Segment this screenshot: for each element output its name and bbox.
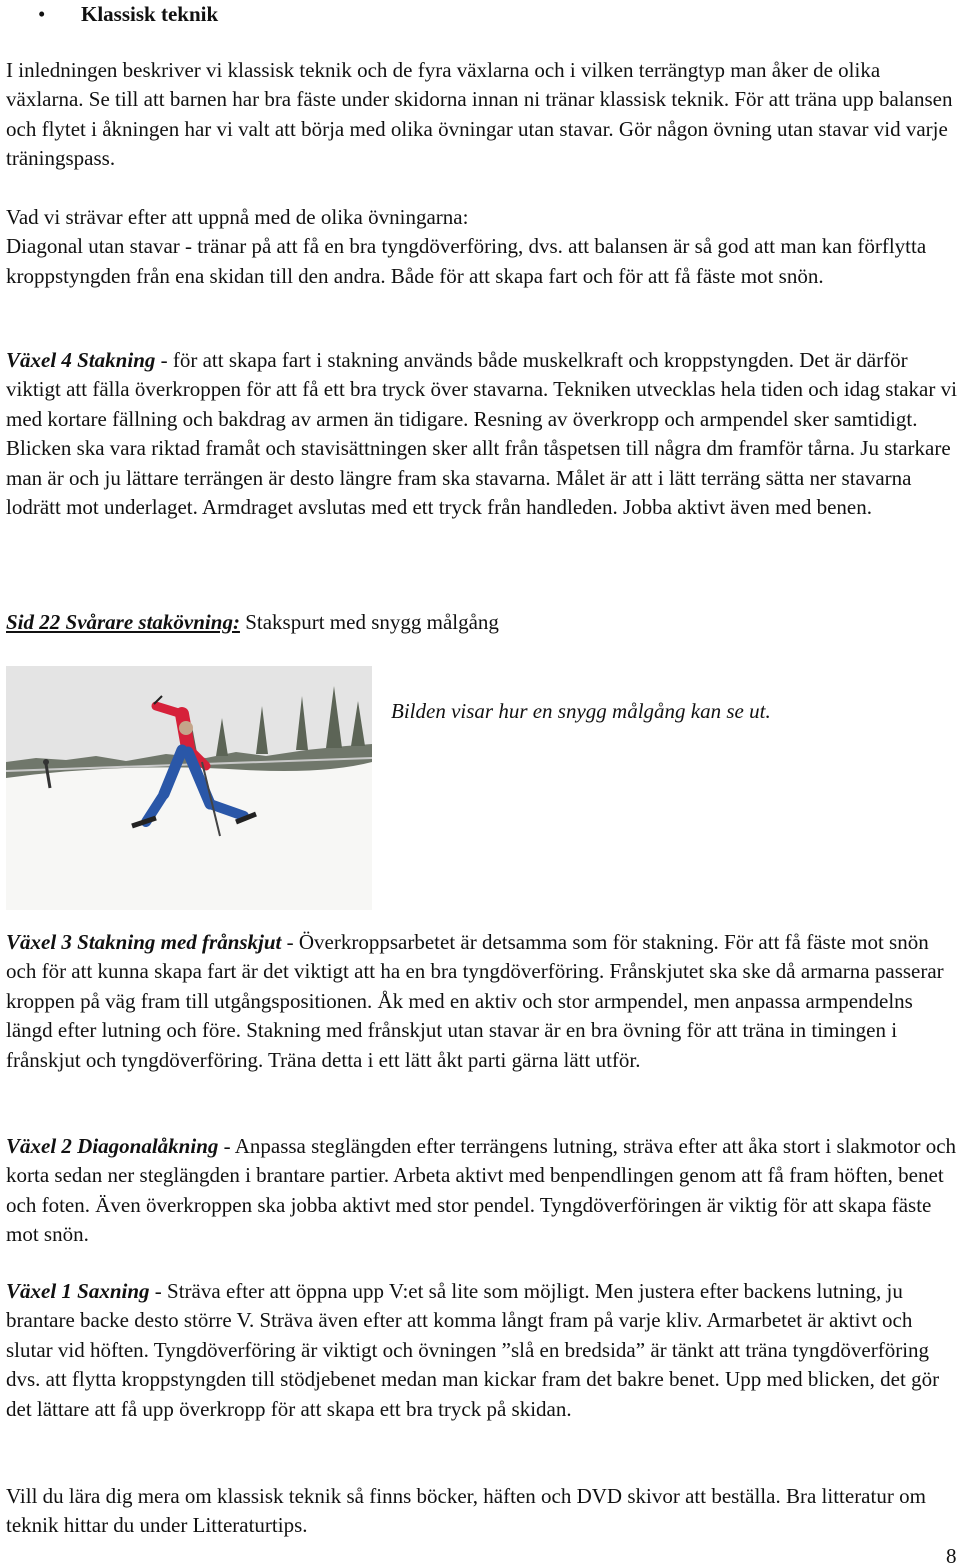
gear3-paragraph xyxy=(6,928,958,1075)
gear1-paragraph xyxy=(6,1277,958,1424)
gear2-title: Växel 2 Diagonalåkning xyxy=(6,1134,219,1158)
gear3-title: Växel 3 Stakning med frånskjut xyxy=(6,930,282,954)
closing-paragraph: Vill du lära dig mera om klassisk teknik så finns böcker, häften och DVD skivor att beställa. Bra litteratur om teknik hittar du under Litteraturtips. xyxy=(6,1484,926,1538)
section-heading-text: Klassisk teknik xyxy=(81,2,219,26)
goals-paragraph xyxy=(6,203,958,291)
figure-caption: Bilden visar hur en snygg målgång kan se ut. xyxy=(391,699,771,723)
goals-lead: Vad vi strävar efter att uppnå med de olika övningarna: xyxy=(6,205,469,229)
gear4-paragraph xyxy=(6,346,958,522)
exercise-line xyxy=(6,608,958,637)
skier-photo xyxy=(6,666,372,910)
intro-paragraph: I inledningen beskriver vi klassisk teknik och de fyra växlarna och i vilken terrängtyp man åker de olika växlarna. Se till att barnen har bra fäste under skidorna innan ni tränar klassisk teknik. För att träna upp balansen och flytet i åkningen har vi valt att börja med olika övningar utan stavar. Gör någon övning utan stavar vid varje träningspass. xyxy=(6,58,953,171)
exercise-text: Stakspurt med snygg målgång xyxy=(239,610,499,634)
exercise-title: Sid 22 Svårare stakövning: xyxy=(6,610,240,634)
gear1-text: - Sträva efter att öppna upp V:et så lite som möjligt. Men justera efter backens lutning, ju brantare backe desto större V. Sträva även efter att komma långt fram på varje kliv. Armarbetet är aktivt och slutar vid höften. Tyngdöverföring är viktigt och övningen ”slå en bredsida” är tänkt att träna tyngdöverföring dvs. att flytta kroppstyngden till stödjebenet medan man kickar fram det bakre benet. Upp med blicken, det gör det lättare att få upp överkropp för att skapa ett bra tryck på skidan. xyxy=(6,1279,940,1421)
gear4-title: Växel 4 Stakning xyxy=(6,348,156,372)
gear1-title: Växel 1 Saxning xyxy=(6,1279,150,1303)
skier-photo-illustration xyxy=(6,666,372,910)
gear3-text: - Överkroppsarbetet är detsamma som för stakning. För att få fäste mot snön och för att kunna skapa fart är det viktigt att ha en bra tyngdöverföring. Frånskjutet ska ske då armarna passerar kroppen på väg fram till utgångspositionen. Åk med en aktiv och stor armpendel, men anpassa armpendelns längd efter lutning och före. Stakning med frånskjut utan stavar är en bra övning för att träna in timingen i frånskjut och tyngdöverföring. Träna detta i ett lätt åkt parti gärna lätt utför. xyxy=(6,930,944,1072)
gear4-separator: - xyxy=(155,348,173,372)
goals-text: Diagonal utan stavar - tränar på att få en bra tyngdöverföring, dvs. att balansen är så god att man kan förflytta kroppstyngden från ena skidan till den andra. Både för att skapa fart och för att få fäste mot snön. xyxy=(6,234,927,288)
gear2-paragraph xyxy=(6,1132,958,1250)
bullet-icon: • xyxy=(38,2,46,26)
gear4-text: för att skapa fart i stakning används både muskelkraft och kroppstyngden. Det är därför viktigt att fälla överkroppen för att få ett bra tryck över stavarna. Tekniken utvecklas hela tiden och idag stakar vi med kortare fällning och bakdrag av armen än tidigare. Resning av överkropp och armpendel sker samtidigt. Blicken ska vara riktad framåt och stavisättningen sker allt från tåspetsen till några dm framför tårna. Ju starkare man är och ju lättare terrängen är desto längre fram ska stavarna. Målet är att i lätt terräng sätta ner stavarna lodrätt mot underlaget. Armdraget avslutas med ett tryck från handleden. Jobba aktivt även med benen. xyxy=(6,348,957,520)
gear2-text: - Anpassa steglängden efter terrängens lutning, sträva efter att åka stort i slakmotor och korta sedan ner steglängden i brantare partier. Arbeta aktivt med benpendlingen genom att få fram höften, benet och foten. Även överkroppen ska jobba aktivt med stor pendel. Tyngdöverföringen är viktig för att skapa fäste mot snön. xyxy=(6,1134,957,1247)
page-number: 8 xyxy=(946,1544,957,1568)
